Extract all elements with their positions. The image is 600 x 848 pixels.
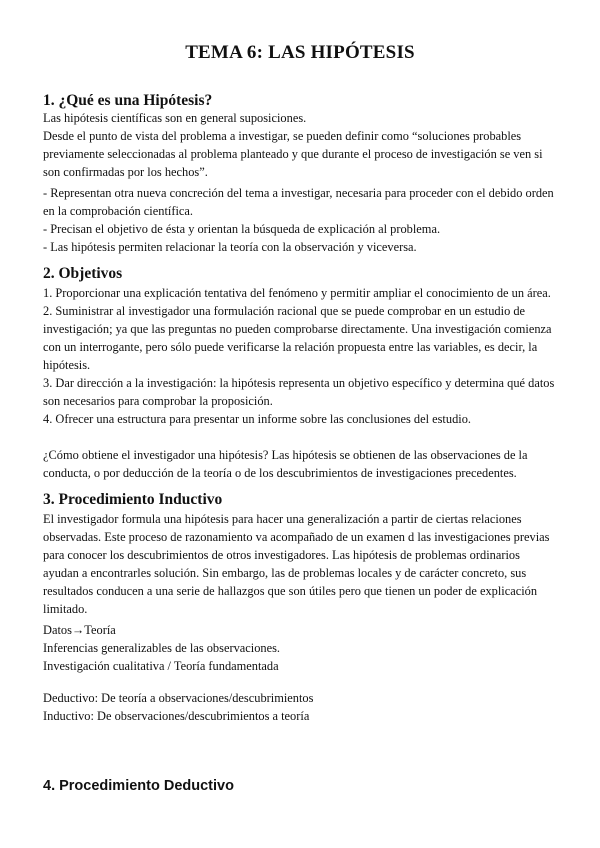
bullet-item: - Las hipótesis permiten relacionar la teoría con la observación y viceversa. xyxy=(43,240,417,254)
section-2-list xyxy=(43,284,558,428)
section-4-heading: 4. Procedimiento Deductivo xyxy=(43,778,234,794)
section-3-paragraph: El investigador formula una hipótesis para hacer una generalización a partir de ciertas relaciones observadas. Este proceso de razonamiento va acompañado de un examen d las investigaciones previas para conocer los descubrimientos de otros investigadores. Las hipótesis de problemas ordinarios ayudan a encontrarles solución. Sin embargo, las de problemas locales y de carácter concreto, sus resultados conducen a una serie de hallazgos que son útiles pero que tienen un poder de explicación limitado. xyxy=(43,512,550,616)
section-1-heading: 1. ¿Qué es una Hipótesis? xyxy=(43,92,213,109)
section-2-question: ¿Cómo obtiene el investigador una hipótesis? Las hipótesis se obtienen de las observaciones de la conducta, o por deducción de la teoría o de los descubrimientos de investigaciones precedentes. xyxy=(43,448,528,480)
bullet-item: - Representan otra nueva concreción del tema a investigar, necesaria para proceder con el debido orden en la comprobación científica. xyxy=(43,186,554,218)
list-item: 2. Suministrar al investigador una formulación racional que se puede comprobar en un estudio de investigación; ya que las preguntas no pueden comprobarse directamente. Una investigación comienza con un interrogante, pero sólo puede verificarse la relación propuesta entre las variables, es decir, la hipótesis. xyxy=(43,304,552,372)
list-item: 4. Ofrecer una estructura para presentar un informe sobre las conclusiones del estudio. xyxy=(43,412,472,426)
section-1-bullets xyxy=(43,184,558,256)
section-1-paragraph-2: Desde el punto de vista del problema a investigar, se pueden definir como “soluciones probables previamente seleccionadas al problema planteado y que durante el proceso de investigación se ven si son confirmadas por los hechos”. xyxy=(43,129,543,179)
text-line: Inferencias generalizables de las observaciones. xyxy=(43,641,281,655)
bullet-item: - Precisan el objetivo de ésta y orientan la búsqueda de explicación al problema. xyxy=(43,222,441,236)
section-3-heading: 3. Procedimiento Inductivo xyxy=(43,491,223,508)
section-1-body xyxy=(43,109,558,181)
list-item: 1. Proporcionar una explicación tentativa del fenómeno y permitir ampliar el conocimiento de un área. xyxy=(43,286,551,300)
section-3-lines xyxy=(43,621,558,675)
list-item: 3. Dar dirección a la investigación: la hipótesis representa un objetivo específico y determina qué datos son necesarios para comprobar la proposición. xyxy=(43,376,555,408)
text-line: Investigación cualitativa / Teoría fundamentada xyxy=(43,659,279,673)
section-2-heading: 2. Objetivos xyxy=(43,265,123,282)
section-3-definitions xyxy=(43,689,558,725)
text-line: Datos→Teoría xyxy=(43,623,116,637)
inductivo-line: Inductivo: De observaciones/descubrimientos a teoría xyxy=(43,709,310,723)
page-title: TEMA 6: LAS HIPÓTESIS xyxy=(185,42,415,63)
section-1-paragraph-1: Las hipótesis científicas son en general suposiciones. xyxy=(43,111,307,125)
deductivo-line: Deductivo: De teoría a observaciones/descubrimientos xyxy=(43,691,314,705)
